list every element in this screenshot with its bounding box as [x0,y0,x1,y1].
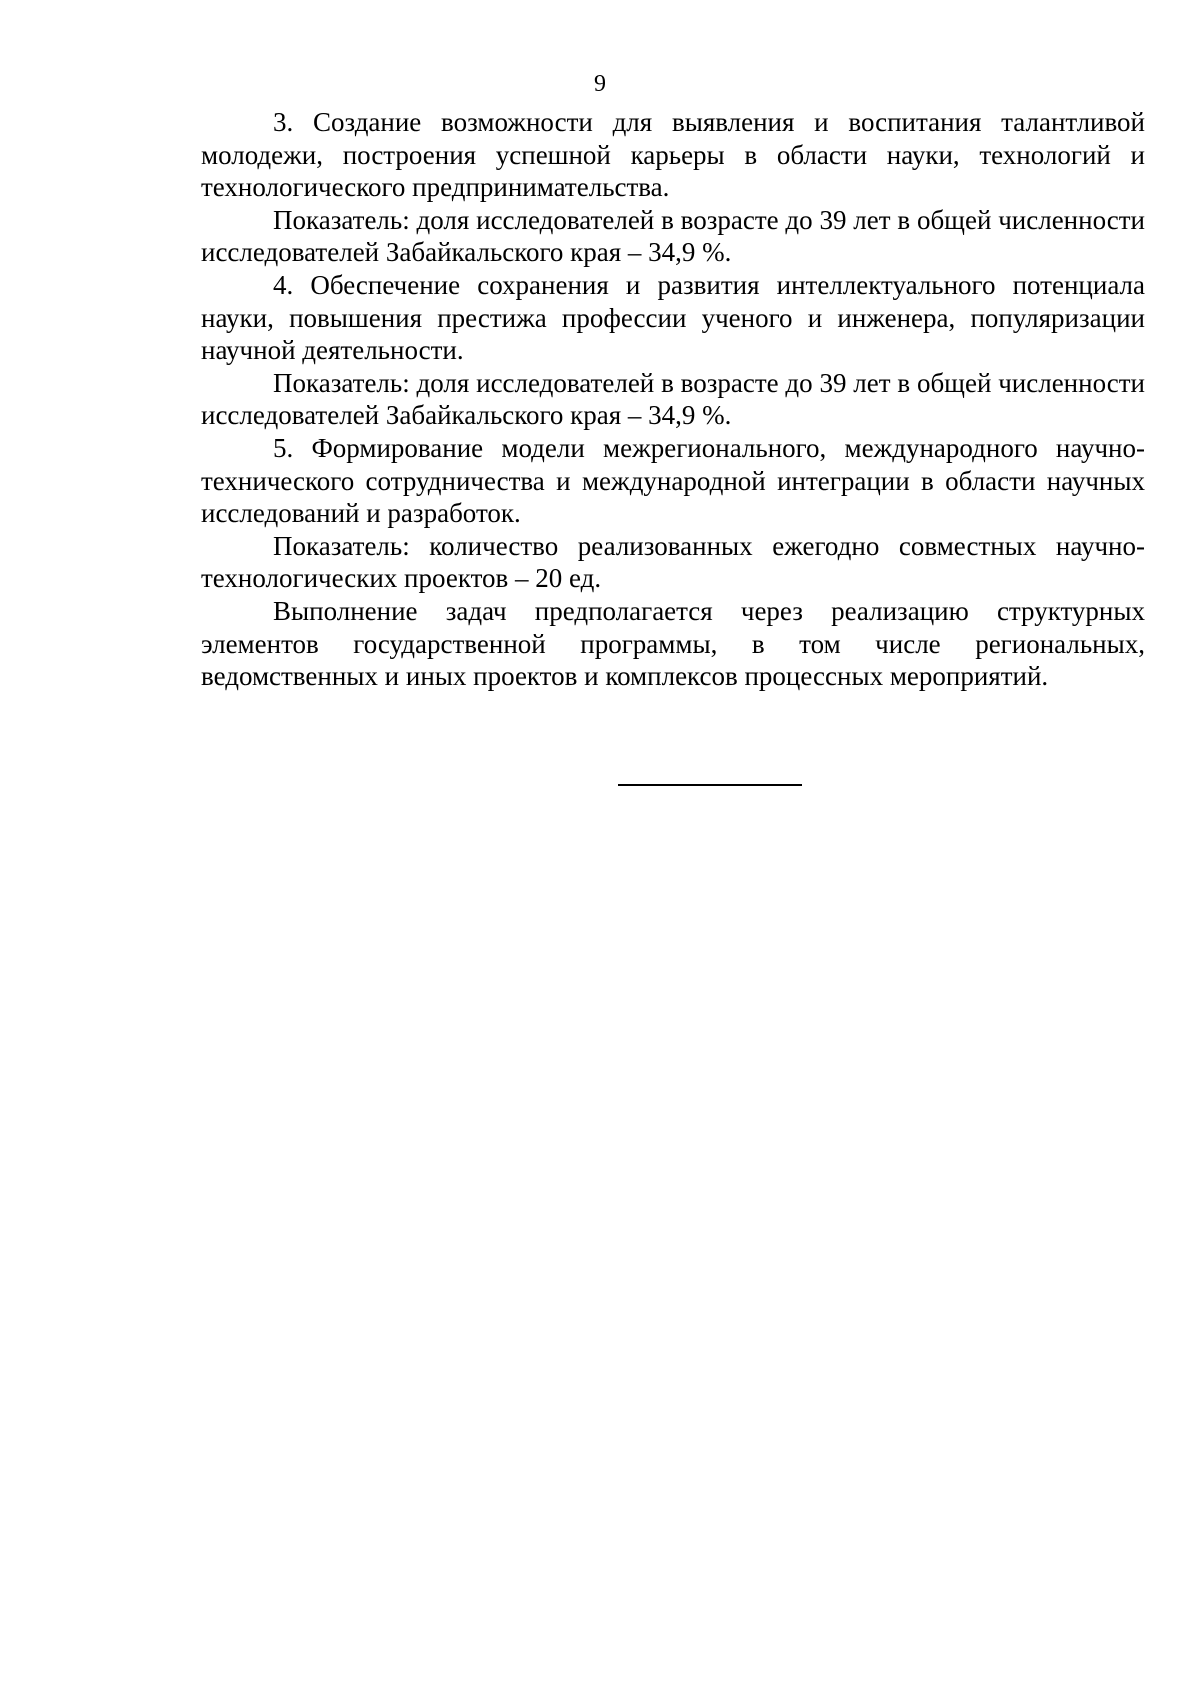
page-number: 9 [594,71,606,97]
task-4-paragraph: 4. Обеспечение сохранения и развития интеллектуального потенциала науки, повышения престижа профессии ученого и инженера, популяризации научной деятельности. [201,269,1145,366]
task-3-paragraph: 3. Создание возможности для выявления и воспитания талантливой молодежи, построения успешной карьеры в области науки, технологий и технологического предпринимательства. [201,107,1145,203]
document-body [201,106,1145,693]
task-4-indicator: Показатель: доля исследователей в возрасте до 39 лет в общей численности исследователей Забайкальского края – 34,9 %. [201,367,1145,431]
task-5-paragraph: 5. Формирование модели межрегионального, международного научно-технического сотрудничества и международной интеграции в области научных исследований и разработок. [201,432,1145,529]
task-5-indicator: Показатель: количество реализованных ежегодно совместных научно-технологических проектов – 20 ед. [201,530,1145,594]
task-3-indicator: Показатель: доля исследователей в возрасте до 39 лет в общей численности исследователей Забайкальского края – 34,9 %. [201,204,1145,268]
end-divider [618,784,802,786]
implementation-paragraph: Выполнение задач предполагается через реализацию структурных элементов государственной программы, в том числе региональных, ведомственных и иных проектов и комплексов процессных мероприятий. [201,595,1145,692]
